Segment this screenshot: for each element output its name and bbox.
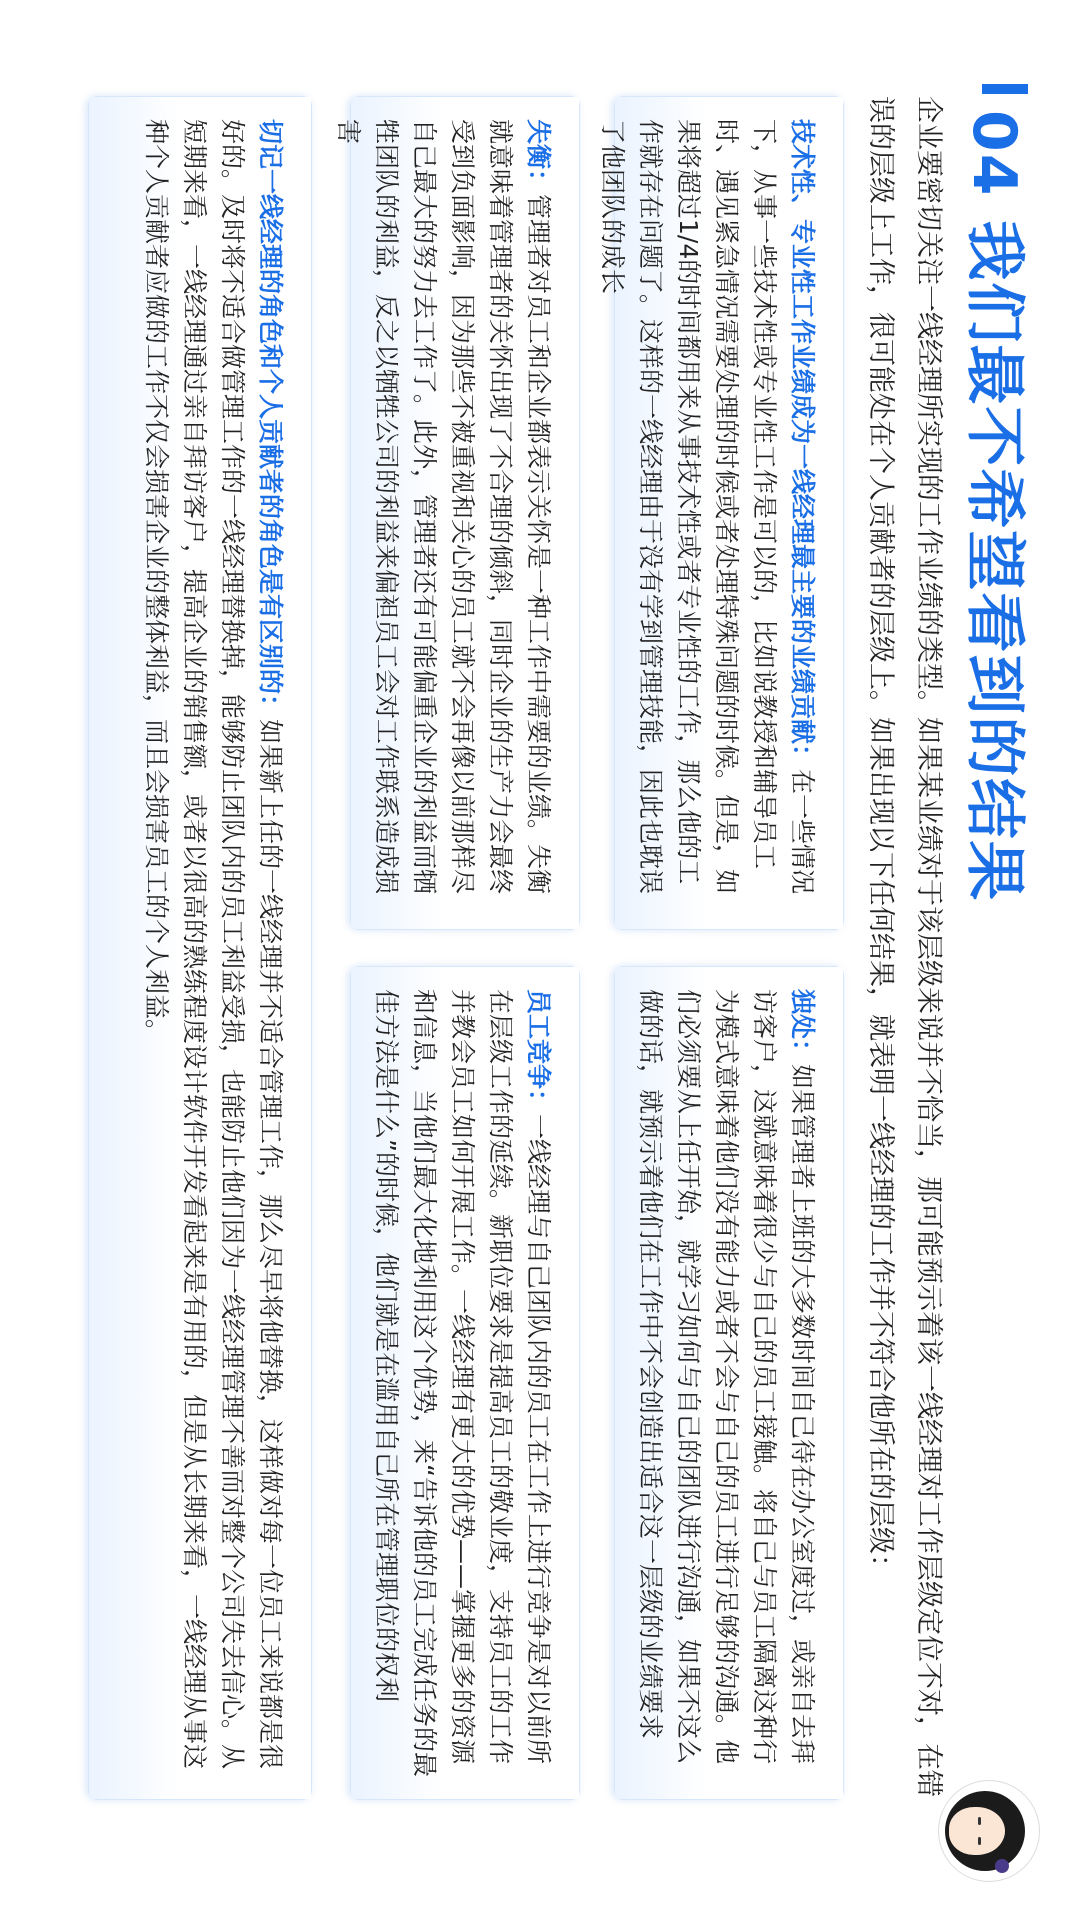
card-imbalance (334, 96, 580, 930)
card-body (367, 989, 557, 1777)
card-text: 在一些情况下，从事一些技术性或专业性工作是可以的，比如说教授和辅导员工时、遇见紧急情况需要处理的时候或者处理特殊问题的时候。但是，如果将超过1/4的时间都用来从事技术性或者专业性的工作，那么他的工作就存在问题了。这样的一线经理由于没有学到管理技能，因此也耽误了他团队的成长 (598, 119, 817, 895)
card-isolation (614, 966, 844, 1800)
avatar-hair-bow (995, 1859, 1009, 1873)
avatar-eye-right (978, 1837, 981, 1845)
card-employee-competition (350, 966, 580, 1800)
avatar-eye-left (978, 1817, 981, 1825)
card-lead: 员工竞争： (524, 989, 553, 1115)
avatar-face (949, 1807, 1005, 1855)
card-lead: 技术性、专业性工作业绩成为一线经理最主要的业绩贡献： (788, 119, 817, 770)
card-lead: 独处： (788, 989, 817, 1065)
card-body (137, 119, 289, 1777)
card-text: 管理者对员工和企业都表示关怀是一种工作中需要的业绩。失衡就意味着管理者的关怀出现了不合理的倾斜，同时企业的生产力会最终受到负面影响，因为那些不被重视和关心的员工就不会再像以前那样尽自己最大的努力去工作了。此外，管理者还有可能偏重企业的利益而牺牲团队的利益，反之以牺牲公司的利益来偏袒员工会对工作联系造成损害 (334, 119, 553, 895)
card-text: 如果新上任的一线经理并不适合管理工作，那么尽早将他替换，这样做对每一位员工来说都是很好的。及时将不适合做管理工作的一线经理替换掉，能够防止团队内的员工利益受损，也能防止他们因为一线经理管理不善而对整个公司失去信心。从短期来看，一线经理通过亲自拜访客户，提高企业的销售额，或者以很高的熟练程度设计软件开发看起来是有用的，但是从长期来看，一线经理从事这种个人贡献者应做的工作不仅会损害企业的整体利益，而且会损害员工的个人利益。 (142, 119, 285, 1770)
card-body (593, 119, 821, 907)
card-technical-work (598, 96, 844, 930)
card-role-difference (88, 96, 312, 1800)
card-lead: 切记一线经理的角色和个人贡献者的角色是有区别的： (256, 119, 285, 720)
card-body (329, 119, 557, 907)
intro-paragraph: 企业要密切关注一线经理所实现的工作业绩的类型。如果某业绩对于该层级来说并不恰当，那可能预示着该一线经理对工作层级定位不对，在错误的层级上工作，很可能处在个人贡献者的层级上。如果出现以下任何结果，就表明一线经理的工作并不符合他所在的层级： (865, 96, 944, 1797)
title-accent-bar (982, 84, 1028, 94)
card-text: 如果管理者上班的大多数时间自己待在办公室度过，或亲自去拜访客户，这就意味着很少与自己的员工接触。将自己与员工隔离这种行为模式意味着他们没有能力或者不会与自己的员工进行足够的沟通。他们必须要从上任开始，就学习如何与自己的团队进行沟通，如果不这么做的话，就预示着他们在工作中不会创造出适合这一层级的业绩要求 (636, 989, 817, 1765)
page-title: 04 我们最不希望看到的结果 (959, 110, 1029, 903)
avatar-illustration (938, 1780, 1040, 1882)
card-body (631, 989, 821, 1777)
card-text: 一线经理与自己团队内的员工在工作上进行竞争是对以前所在层级工作的延续。新职位要求是提高员工的敬业度，支持员工的工作并教会员工如何开展工作。一线经理有更大的优势——掌握更多的资源和信息，当他们最大化地利用这个优势，来“告诉他的员工完成任务的最佳方法是什么”的时候，他们就是在滥用自己所在管理职位的权利 (372, 989, 553, 1777)
card-lead: 失衡： (524, 119, 553, 195)
